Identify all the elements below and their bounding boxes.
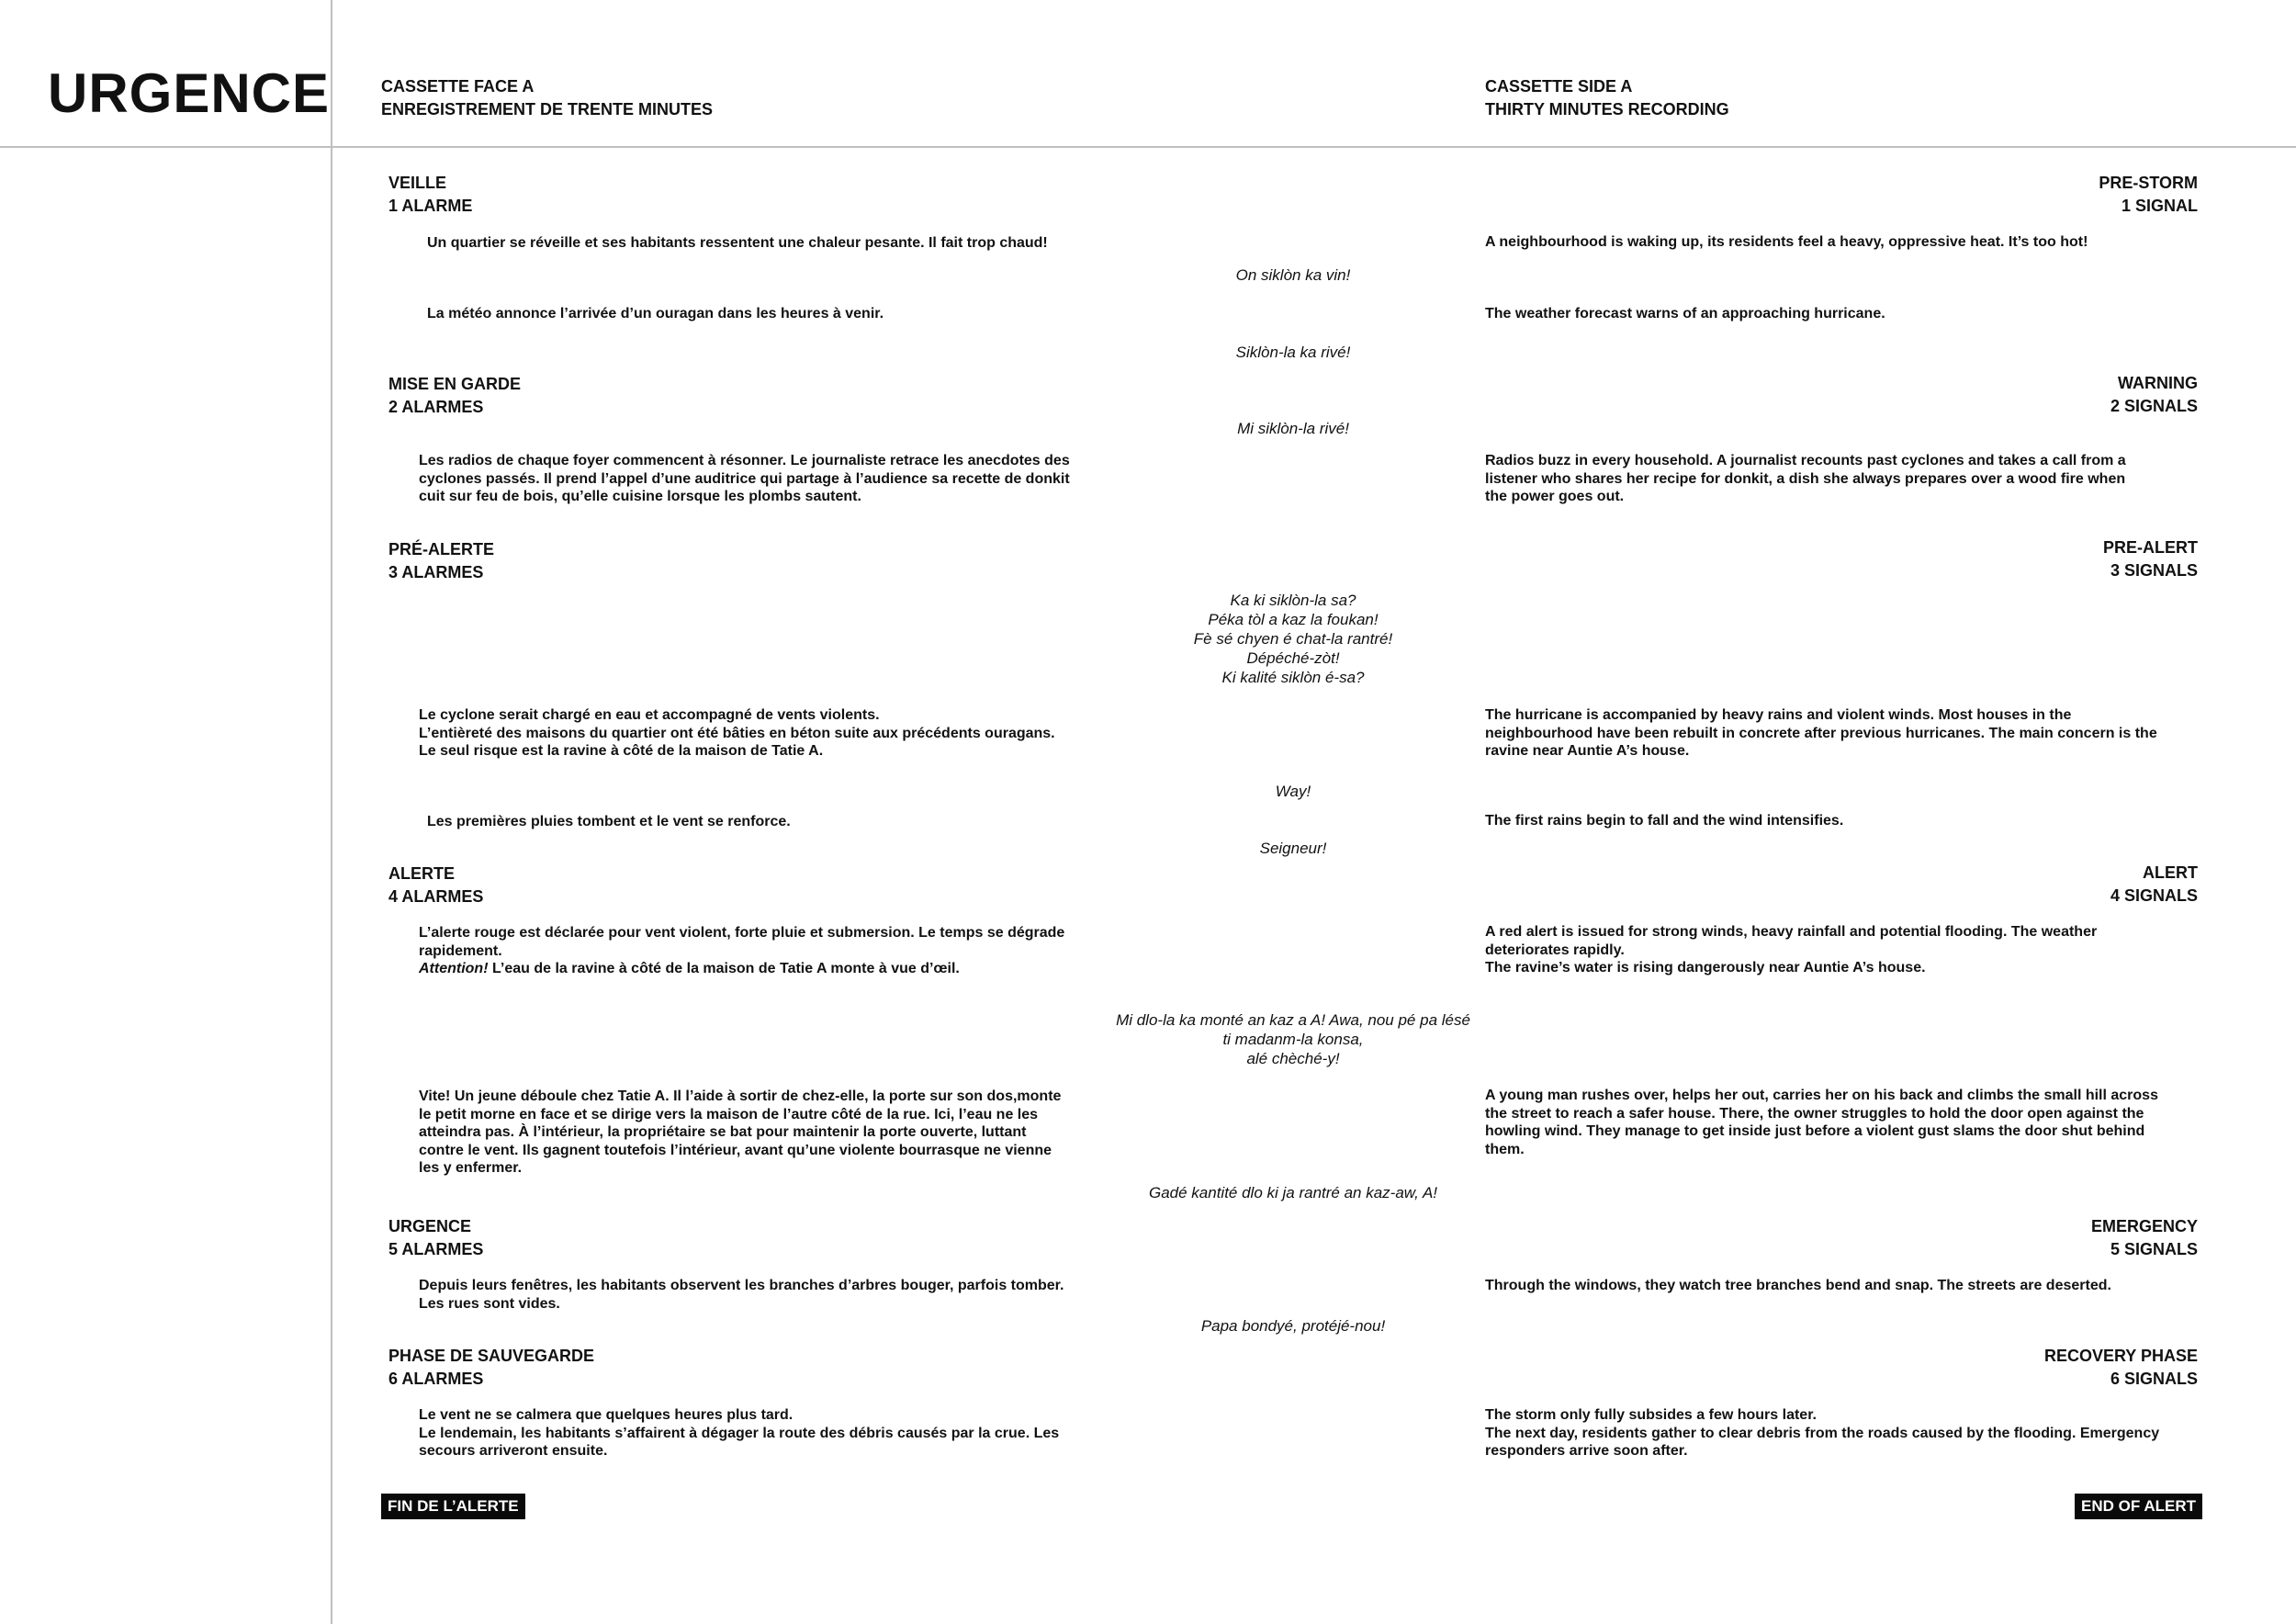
fr-line: secours arriveront ensuite. [419,1443,608,1459]
french-header [381,75,713,121]
phase-count: 4 ALARMES [388,887,484,906]
creole-line: On siklòn ka vin! [1235,266,1351,284]
en-paragraph [1485,452,2126,506]
fr-line: Le seul risque est la ravine à côté de la maison de Tatie A. [419,743,824,759]
fr-line: atteindra pas. À l’intérieur, la propriétaire se bat pour maintenir la porte ouverte, luttant [419,1124,1027,1140]
fr-line: Les rues sont vides. [419,1295,560,1312]
fr-line: rapidement. [419,942,502,959]
en-line: The first rains begin to fall and the wind intensifies. [1485,813,1844,829]
en-paragraph [1485,1277,2111,1295]
fr-line: La météo annonce l’arrivée d’un ouragan dans les heures à venir. [427,306,884,321]
creole-quote [1109,1316,1477,1336]
english-header-line: THIRTY MINUTES RECORDING [1485,100,1729,118]
phase-name: EMERGENCY [2090,1217,2198,1235]
creole-line: ti madanm-la konsa, [1222,1031,1364,1048]
creole-line: Way! [1275,783,1311,800]
phase-name: ALERT [2143,863,2198,882]
en-paragraph [1485,923,2097,977]
en-paragraph [1485,1087,2158,1158]
creole-line: Papa bondyé, protéjé-nou! [1200,1317,1386,1335]
en-paragraph [1485,1406,2159,1460]
phase-en-recovery [2044,1345,2198,1391]
phase-count: 5 ALARMES [388,1240,484,1258]
en-line: listener who shares her recipe for donkit, a dish she always prepares over a wood fire when [1485,470,2126,487]
phase-name: PRE-ALERT [2103,538,2198,557]
en-paragraph [1485,812,1843,830]
en-line: neighbourhood have been rebuilt in concrete after previous hurricanes. The main concern is the [1485,725,2157,741]
phase-fr-pre-alerte [388,538,494,584]
fr-line: Vite! Un jeune déboule chez Tatie A. Il l’aide à sortir de chez-elle, la porte sur son dos,monte [419,1088,1062,1104]
en-paragraph [1485,233,2088,252]
fr-line: Le vent ne se calmera que quelques heures plus tard. [419,1407,793,1423]
phase-fr-veille [388,172,472,218]
fr-line: L’alerte rouge est déclarée pour vent violent, forte pluie et submersion. Le temps se dégrade [419,925,1065,941]
en-line: Radios buzz in every household. A journalist recounts past cyclones and takes a call from a [1485,453,2126,468]
phase-count: 2 SIGNALS [2110,397,2198,415]
phase-name: WARNING [2118,374,2198,392]
phase-fr-alerte [388,863,483,908]
phase-fr-mise-en-garde [388,373,521,419]
phase-name: ALERTE [388,864,455,883]
phase-count: 2 ALARMES [388,398,484,416]
fr-line-rest: L’eau de la ravine à côté de la maison de Tatie A monte à vue d’œil. [488,961,960,976]
phase-name: URGENCE [388,1217,472,1235]
creole-line: Mi siklòn-la rivé! [1237,420,1349,437]
creole-quote [1064,1183,1523,1202]
creole-line: Ka ki siklòn-la sa? [1230,592,1356,609]
phase-en-pre-storm [2099,172,2198,218]
phase-name: VEILLE [388,174,447,192]
english-header-line: CASSETTE SIDE A [1485,77,1633,96]
creole-quote [1109,419,1477,438]
fr-end-of-alert-badge: FIN DE L’ALERTE [381,1494,525,1519]
fr-line: Un quartier se réveille et ses habitants ressentent une chaleur pesante. Il fait trop chaud! [427,235,1048,251]
fr-line: Le cyclone serait chargé en eau et accompagné de vents violents. [419,707,880,723]
en-line: the street to reach a safer house. There, the owner struggles to hold the door open against the [1485,1105,2144,1122]
phase-count: 1 SIGNAL [2121,197,2198,215]
attention-emphasis: Attention! [419,961,489,976]
en-line: A young man rushes over, helps her out, carries her on his back and climbs the small hill across [1485,1088,2158,1103]
phase-name: PRE-STORM [2099,174,2198,192]
en-line: A red alert is issued for strong winds, heavy rainfall and potential flooding. The weather [1485,924,2098,940]
en-paragraph [1485,305,1885,323]
creole-line: Seigneur! [1259,840,1327,857]
english-header [1485,75,1729,121]
fr-paragraph [427,813,791,831]
phase-count: 3 ALARMES [388,563,484,581]
creole-line: Péka tòl a kaz la foukan! [1208,611,1379,628]
creole-quote [1109,265,1477,285]
creole-quote [1109,782,1477,801]
creole-quote [1064,1010,1523,1068]
en-end-of-alert-badge: END OF ALERT [2075,1494,2202,1519]
fr-paragraph [419,1277,1064,1313]
creole-line: Fè sé chyen é chat-la rantré! [1193,630,1393,648]
phase-count: 4 SIGNALS [2110,886,2198,905]
phase-en-pre-alert [2103,536,2198,582]
creole-quote [1109,343,1477,362]
phase-en-emergency [2091,1215,2198,1261]
phase-fr-urgence [388,1215,483,1261]
creole-line: Ki kalité siklòn é-sa? [1221,669,1365,686]
fr-paragraph [419,706,1055,761]
phase-count: 6 SIGNALS [2110,1370,2198,1388]
french-header-line: ENREGISTREMENT DE TRENTE MINUTES [381,100,714,118]
creole-line: Gadé kantité dlo ki ja rantré an kaz-aw, A! [1148,1184,1438,1201]
fr-paragraph [419,1088,1061,1178]
phase-count: 5 SIGNALS [2110,1240,2198,1258]
en-line: A neighbourhood is waking up, its residents feel a heavy, oppressive heat. It’s too hot! [1485,234,2088,250]
fr-line: Les premières pluies tombent et le vent se renforce. [427,814,791,829]
fr-line: les y enfermer. [419,1160,523,1176]
fr-paragraph [419,924,1064,978]
en-line: howling wind. They manage to get inside just before a violent gust slams the door shut behind [1485,1123,2145,1139]
fr-line: Depuis leurs fenêtres, les habitants observent les branches d’arbres bouger, parfois tomber. [419,1278,1064,1293]
en-line: responders arrive soon after. [1485,1443,1688,1459]
fr-paragraph [427,305,884,323]
en-line: Through the windows, they watch tree branches bend and snap. The streets are deserted. [1485,1278,2111,1293]
french-header-line: CASSETTE FACE A [381,77,535,96]
left-column-divider [331,0,332,1624]
phase-name: PHASE DE SAUVEGARDE [388,1347,595,1365]
creole-line: Mi dlo-la ka monté an kaz a A! Awa, nou pé pa lésé [1116,1011,1470,1029]
fr-line: le petit morne en face et se dirige vers la maison de l’autre côté de la rue. Ici, l’eau ne les [419,1106,1039,1122]
en-paragraph [1485,706,2157,761]
phase-name: MISE EN GARDE [388,375,522,393]
phase-en-warning [2110,372,2198,418]
fr-paragraph [427,234,1048,253]
en-line: The hurricane is accompanied by heavy rains and violent winds. Most houses in the [1485,707,2072,723]
en-line: The weather forecast warns of an approaching hurricane. [1485,306,1885,321]
creole-quote [1109,839,1477,858]
creole-line: Siklòn-la ka rivé! [1235,344,1351,361]
phase-count: 3 SIGNALS [2110,561,2198,580]
phase-en-alert [2110,862,2198,908]
en-line: The next day, residents gather to clear debris from the roads caused by the flooding. Emergency [1485,1425,2160,1441]
fr-line: L’entièreté des maisons du quartier ont été bâties en béton suite aux précédents ouragans. [419,725,1055,741]
en-line: them. [1485,1141,1525,1157]
fr-paragraph [419,452,1070,506]
en-line: ravine near Auntie A’s house. [1485,743,1690,759]
en-line: The ravine’s water is rising dangerously near Auntie A’s house. [1485,960,1926,976]
creole-line: alé chèché-y! [1246,1050,1340,1067]
fr-line: contre le vent. Ils gagnent toutefois l’intérieur, avant qu’une violente bourrasque ne vienne [419,1142,1052,1158]
en-line: deteriorates rapidly. [1485,942,1625,958]
header-divider [0,146,2296,148]
fr-line: Les radios de chaque foyer commencent à résonner. Le journaliste retrace les anecdotes des [419,453,1070,468]
fr-paragraph [419,1406,1059,1460]
phase-name: RECOVERY PHASE [2043,1347,2198,1365]
phase-name: PRÉ-ALERTE [388,540,495,558]
creole-line: Dépéché-zòt! [1246,649,1340,667]
creole-quote [1109,591,1477,687]
en-line: the power goes out. [1485,489,1625,504]
fr-line: cyclones passés. Il prend l’appel d’une auditrice qui partage à l’audience sa recette de donkit [419,470,1070,487]
page-title: URGENCE [48,62,331,124]
phase-fr-sauvegarde [388,1345,594,1391]
fr-line: cuit sur feu de bois, qu’elle cuisine lorsque les plombs sautent. [419,489,861,504]
fr-line: Le lendemain, les habitants s’affairent à dégager la route des débris causés par la crue. Les [419,1425,1060,1441]
phase-count: 6 ALARMES [388,1370,484,1388]
en-line: The storm only fully subsides a few hours later. [1485,1407,1817,1423]
fr-line [419,960,1064,978]
phase-count: 1 ALARME [388,197,473,215]
